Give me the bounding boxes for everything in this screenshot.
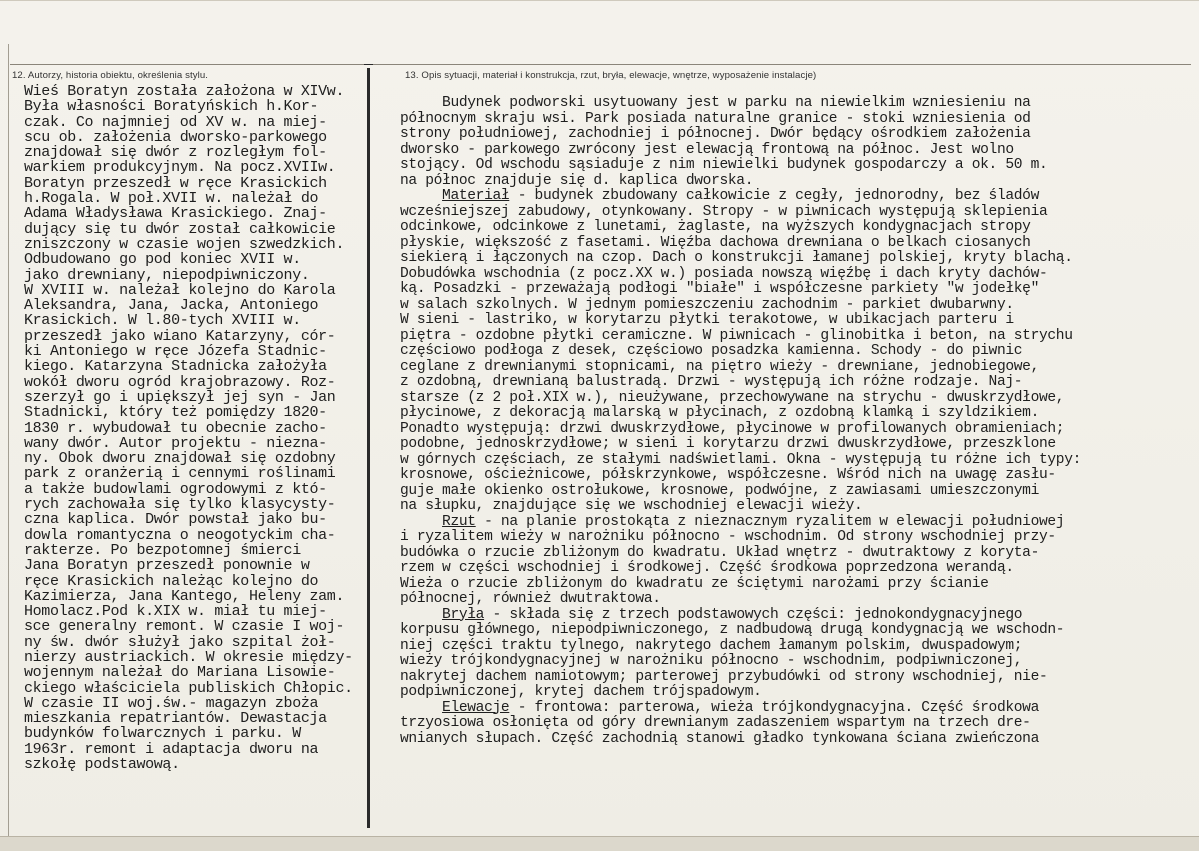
description-text: płycinowe, z dekoracją malarską w płycinach, z ozdobną klamką i szyldzikiem. [400,405,1039,421]
history-text-line: Aleksandra, Jana, Jacka, Antoniego [24,297,319,315]
description-text-line [400,453,1195,469]
description-text-line [400,112,1195,128]
history-text-line: kiego. Katarzyna Stadnicka założyła [24,358,327,376]
history-text-line: W czasie II woj.św.- magazyn zboża [24,694,319,712]
page-bottom-edge [0,836,1199,851]
header-history: 12. Autorzy, historia obiektu, określenia stylu. [12,70,209,81]
history-text-line: rych zachowała się tylko klasycysty- [24,496,336,514]
history-text-line: sce generalny remont. W czasie I woj- [24,618,345,636]
description-text: podpiwniczonej, krytej dachem trójspadowym. [400,684,762,700]
description-text: piętra - ozdobne płytki ceramiczne. W piwnicach - glinobitka i beton, na strychu [400,327,1073,344]
description-text-line [400,484,1195,500]
description-text-line [400,530,1195,546]
description-text-line [400,344,1195,360]
description-text-line [400,251,1195,267]
section-heading: Elewacje [442,699,510,716]
description-text-line [400,267,1195,283]
description-text-line [400,592,1195,608]
description-text-line [400,561,1195,577]
description-text-line [400,313,1195,329]
history-text-line: dowla romantyczna o neogotyckim cha- [24,526,336,544]
description-text: Budynek podworski usytuowany jest w parku na niewielkim wzniesieniu na [400,95,1031,111]
history-text-line: Wieś Boratyn została założona w XIVw. [24,83,345,100]
description-text: dworsko - parkowego zwrócony jest elewacją frontową na północ. Jest wolno [400,141,1014,158]
history-text-line: W XVIII w. należał kolejno do Karola [24,281,336,299]
description-text: guje małe okienko ostrołukowe, krosnowe, podwójne, z zawiasami umieszczonymi [400,482,1039,499]
description-text: strony południowej, zachodniej i północnej. Dwór będący ośrodkiem założenia [400,126,1031,142]
history-text-line: Była własności Boratyńskich h.Kor- [24,98,319,116]
history-text-line: czna kaplica. Dwór powstał jako bu- [24,511,327,529]
history-text-line: wojennym należał do Mariana Lisowie- [24,664,336,682]
description-text: krosnowe, ościeżnicowe, półskrzynkowe, współczesne. Wśród nich na uwagę zasłu- [400,467,1056,483]
history-text-line: wany dwór. Autor projektu - niezna- [24,434,327,452]
description-text: odcinkowe, odcinkowe z lunetami, żaglaste, na wyższych kondygnacjach stropy [400,219,1031,235]
description-text: częściowo podłoga z desek, częściowo posadzka kamienna. Schody - do piwnic [400,343,1023,359]
history-text-line: scu ob. założenia dworsko-parkowego [24,128,327,146]
description-text-line [400,623,1195,639]
history-text-line: Krasickich. W l.80-tych XVIII w. [24,312,301,330]
description-text-line [400,127,1195,143]
description-text-line [400,437,1195,453]
description-text: stojący. Od wschodu sąsiaduje z nim niewielki budynek gospodarczy a ok. 50 m. [400,157,1048,173]
description-text-line [400,546,1195,562]
history-text-line: Kazimierza, Jana Kantego, Heleny zam. [24,587,345,605]
description-text-line [400,701,1195,717]
description-text: trzyosiowa osłonięta od góry drewnianym zadaszeniem wspartym na trzech dre- [400,715,1031,731]
description-text-line [400,468,1195,484]
history-text-line: Adama Władysława Krasickiego. Znaj- [24,205,327,223]
description-text-line [400,685,1195,701]
history-text-line: znajdował się dwór z rozległym fol- [24,144,327,162]
history-text-line: szerzył go i upiększył jej syn - Jan [24,388,336,406]
description-text: ką. Posadzki - przeważają podłogi "białe" i współczesne parkiety "w jodełkę" [400,281,1039,297]
description-text-line [400,158,1195,174]
history-text-line: nierzy austriackich. W okresie między- [24,648,353,666]
header-description: 13. Opis sytuacji, materiał i konstrukcja, rzut, bryła, elewacje, wnętrze, wyposażenie instalacje) [405,70,817,81]
description-text-line [400,375,1195,391]
description-text-line [400,298,1195,314]
description-column [400,96,1195,747]
history-text-line: dujący się tu dwór został całkowicie [24,220,336,238]
description-text: siekierą i łączonych na czop. Dach o konstrukcji łamanej polskiej, kryty blachą. [400,250,1073,266]
description-text: Ponadto występują: drzwi dwuskrzydłowe, płycinowe w profilowanych obramieniach; [400,420,1065,437]
column-divider [367,68,370,828]
description-text-line [400,329,1195,345]
history-text-line: ręce Krasickich należąc kolejno do [24,572,319,590]
description-text-line [400,205,1195,221]
history-text-line: ny. Obok dworu znajdował się ozdobny [24,450,336,468]
description-text: W sieni - lastriko, w korytarzu płytki terakotowe, w ubikacjach parteru i [400,312,1014,328]
history-text-line: 1830 r. wybudował tu obecnie zacho- [24,419,327,437]
description-text-line [400,406,1195,422]
history-text-line: mieszkania repatriantów. Dewastacja [24,710,327,728]
description-text: niej części traktu tylnego, nakrytego dachem łamanym polskim, dwuspadowym; [400,637,1023,654]
history-text-line: Odbudowano go pod koniec XVII w. [24,251,301,269]
column-divider-tick [364,64,373,65]
description-text: podobne, jednoskrzydłowe; w sieni i korytarzu drzwi dwuskrzydłowe, przeszklone [400,436,1056,452]
description-text: Wieża o rzucie zbliżonym do kwadratu ze ściętymi narożami przy ścianie [400,575,989,592]
description-text: - budynek zbudowany całkowicie z cegły, jednorodny, bez śladów [509,188,1039,204]
history-text-line: budynków folwarcznych i parku. W [24,725,301,743]
description-text: - na planie prostokąta z nieznacznym ryzalitem w elewacji południowej [475,513,1065,530]
section-heading: Materiał [442,188,510,204]
description-text: z ozdobną, drewnianą balustradą. Drzwi - występują ich różne rodzaje. Naj- [400,374,1023,390]
history-text-line: Boratyn przeszedł w ręce Krasickich [24,174,327,192]
description-text-line [400,174,1195,190]
description-text: - frontowa: parterowa, wieża trójkondygnacyjna. Część środkowa [509,699,1039,716]
history-text-line: czak. Co najmniej od XV w. na miej- [24,113,327,131]
description-text-line [400,515,1195,531]
history-text-line: 1963r. remont i adaptacja dworu na [24,740,319,758]
page-left-edge [8,44,9,836]
history-text-line: h.Rogala. W poł.XVII w. należał do [24,190,319,208]
description-text: wcześniejszej zabudowy, otynkowany. Stropy - w piwnicach występują sklepienia [400,203,1048,220]
history-text-line: a także budowlami ogrodowymi z któ- [24,480,327,498]
description-text-line [400,670,1195,686]
description-text-line [400,608,1195,624]
history-text-line: Homolacz.Pod k.XIX w. miał tu miej- [24,603,327,621]
history-text-line: warkiem produkcyjnym. Na pocz.XVIIw. [24,159,336,177]
description-text: wieży trójkondygnacyjnej w narożniku północno - wschodnim, podpiwniczonej, [400,653,1023,669]
history-text-line: przeszedł jako wiano Katarzyny, cór- [24,327,336,345]
history-text-line: ny św. dwór służył jako szpital żoł- [24,633,336,651]
description-text-line [400,282,1195,298]
description-text-line [400,499,1195,515]
description-text-line [400,732,1195,748]
description-text: korpusu głównego, niepodpiwniczonego, z nadbudową drugą kondygnacją we wschodn- [400,622,1065,638]
section-heading: Rzut [442,513,476,530]
section-heading: Bryła [442,606,485,623]
description-text: ceglane z drewnianymi stopnicami, na piętro wieży - drewniane, jednobiegowe, [400,358,1039,375]
description-text: starsze (z 2 poł.XIX w.), nieużywane, przechowywane na strychu - dwuskrzydłowe, [400,389,1065,406]
description-text: północnej, również dwutraktowa. [400,591,661,607]
description-text-line [400,639,1195,655]
history-column [24,84,364,772]
description-text: w górnych częściach, ze stałymi nadświetlami. Okna - występują tu różne ich typy: [400,451,1082,468]
description-text: nakrytej dachem namiotowym; parterowej przybudówki od strony wschodniej, nie- [400,668,1048,685]
description-text-line [400,189,1195,205]
history-text-line: jako drewniany, niepodpiwniczony. [24,266,310,284]
description-text: na słupku, znajdujące się we wschodniej elewacji wieży. [400,498,863,514]
description-text-line [400,236,1195,252]
description-text-line [400,220,1195,236]
description-text: na północ znajduje się d. kaplica dworska. [400,172,754,189]
description-text-line [400,143,1195,159]
description-text-line [400,391,1195,407]
header-rule [10,64,1191,65]
history-text-line: park z oranżerią i cennymi roślinami [24,465,336,483]
description-text: Dobudówka wschodnia (z pocz.XX w.) posiada nowszą więźbę i dach kryty dachów- [400,265,1048,282]
description-text: rzem w części wschodniej i środkowej. Część środkowa poprzedzona werandą. [400,560,1014,576]
description-text-line [400,716,1195,732]
description-text-line [400,422,1195,438]
description-text: w salach szkolnych. W jednym pomieszczeniu zachodnim - parkiet dwubarwny. [400,296,1014,313]
history-text-line: szkołę podstawową. [24,756,180,774]
description-text-line [400,96,1195,112]
description-text: północnym skraju wsi. Park posiada naturalne granice - stoki wzniesienia od [400,110,1031,127]
history-text-line: Jana Boratyn przeszedł ponownie w [24,557,310,575]
history-text-line: zniszczony w czasie wojen szwedzkich. [24,235,345,253]
description-text: płyskie, większość z fasetami. Więźba dachowa drewniana o belkach ciosanych [400,234,1031,251]
description-text-line [400,360,1195,376]
description-text: budówka o rzucie zbliżonym do kwadratu. Układ wnętrz - dwutraktowy z koryta- [400,544,1039,561]
description-text: - składa się z trzech podstawowych części: jednokondygnacyjnego [484,606,1023,623]
description-text-line [400,654,1195,670]
description-text: wnianych słupach. Część zachodnią stanowi gładko tynkowana ściana zwieńczona [400,730,1039,747]
history-text-line: Stadnicki, który też pomiędzy 1820- [24,404,327,422]
description-text: i ryzalitem wieży w narożniku północno - wschodnim. Od strony wschodniej przy- [400,529,1056,545]
history-text-line: ki Antoniego w ręce Józefa Stadnic- [24,343,327,361]
history-text-line: rakterze. Po bezpotomnej śmierci [24,541,301,559]
description-text-line [400,577,1195,593]
history-text-line: ckiego właściciela publiskich Chłopic. [24,679,353,697]
history-text-line: wokół dworu ogród krajobrazowy. Roz- [24,373,336,391]
